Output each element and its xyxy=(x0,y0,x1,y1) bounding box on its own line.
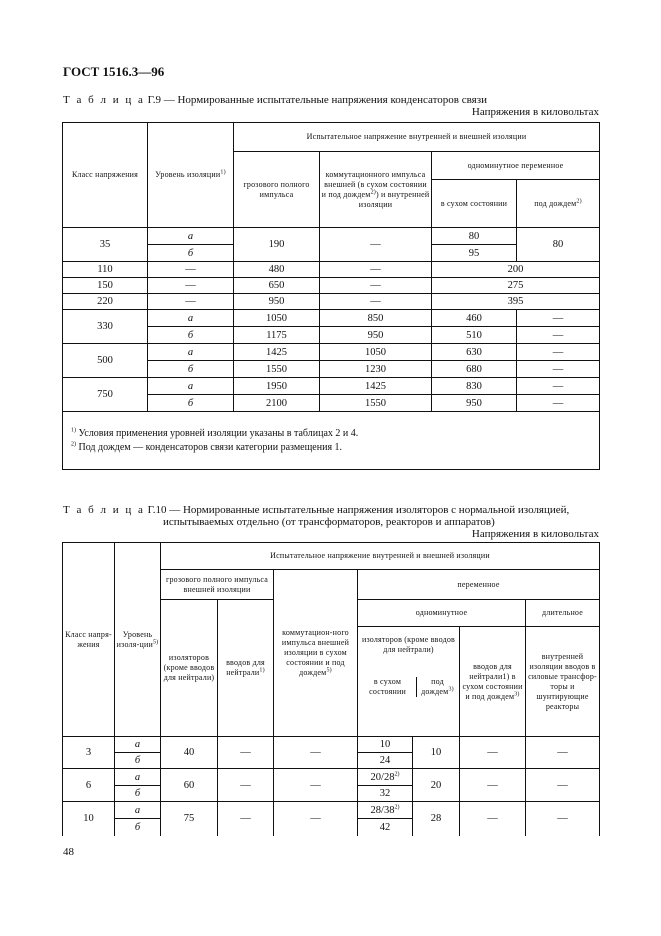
t9-cell: 190 xyxy=(234,228,320,262)
t10-cell: а xyxy=(115,769,161,786)
table-row xyxy=(63,737,600,753)
t9-cell: — xyxy=(517,361,600,378)
t10-cell: — xyxy=(218,737,274,769)
t10-h-ac: переменное xyxy=(358,570,600,600)
table-row xyxy=(63,278,600,294)
t9-cell: 1425 xyxy=(234,344,320,361)
table-row xyxy=(63,344,600,361)
t9-cell: 650 xyxy=(234,278,320,294)
t10-h-ins-excl: изоляторов (кроме вводов для нейтрали) в сухом состоянии под дождем$^{3)}$ xyxy=(358,627,460,737)
t9-cell: — xyxy=(517,310,600,327)
t9-cell: — xyxy=(517,344,600,361)
t9-cell: 1550 xyxy=(320,395,432,412)
t9-cell: — xyxy=(517,395,600,412)
t9-h-test: Испытательное напряжение внутренней и внешней изоляции xyxy=(234,123,600,152)
t9-cell: 1230 xyxy=(320,361,432,378)
t10-cell: — xyxy=(460,737,526,769)
t9-cell: 1175 xyxy=(234,327,320,344)
t10-cell: 3 xyxy=(63,737,115,769)
t9-h-class: Класс напряжения xyxy=(63,123,148,228)
t10-h-longterm: длительное xyxy=(526,600,600,627)
t10-cell: а xyxy=(115,802,161,819)
table9-caption-text: Г.9 — Нормированные испытательные напряжения конденсаторов связи xyxy=(144,94,487,106)
t10-cell: а xyxy=(115,737,161,753)
t9-cell: 1425 xyxy=(320,378,432,395)
t9-cell: б xyxy=(148,245,234,262)
t9-cell: — xyxy=(320,278,432,294)
footnote-2: $^{2)}$ Под дождем — конденсаторов связи категории размещения 1. xyxy=(71,441,343,453)
t9-h-dry: в сухом состоянии xyxy=(432,180,517,228)
document-header: ГОСТ 1516.3—96 xyxy=(63,64,165,79)
t10-cell: б xyxy=(115,819,161,836)
t10-h-level: Уровень изоля-ции$^{5)}$ xyxy=(115,543,161,737)
table10-units: Напряжения в киловольтах xyxy=(471,528,599,540)
t10-h-insulators: изоляторов (кроме вводов для нейтрали) xyxy=(161,600,218,737)
t9-cell: 1950 xyxy=(234,378,320,395)
table-row xyxy=(63,378,600,395)
footnote-1: $^{1)}$ Условия применения уровней изоляции указаны в таблицах 2 и 4. xyxy=(71,427,359,439)
t9-cell: 950 xyxy=(432,395,517,412)
table9-footnotes xyxy=(63,412,600,470)
table-row xyxy=(63,262,600,278)
t10-cell: — xyxy=(526,769,600,802)
t9-cell: — xyxy=(320,262,432,278)
t9-cell: 150 xyxy=(63,278,148,294)
t10-h-rain: под дождем$^{3)}$ xyxy=(421,677,454,696)
t10-cell: — xyxy=(218,802,274,836)
t10-cell: 10 xyxy=(63,802,115,836)
t10-cell: 20/28$^{2)}$ xyxy=(358,769,413,786)
t9-cell: — xyxy=(517,378,600,395)
t9-cell: 830 xyxy=(432,378,517,395)
t9-cell: а xyxy=(148,310,234,327)
t10-cell: 10 xyxy=(358,737,413,753)
table10 xyxy=(62,542,600,836)
t9-cell: 80 xyxy=(432,228,517,245)
t9-cell: — xyxy=(148,262,234,278)
t10-cell: — xyxy=(274,737,358,769)
t10-cell: 60 xyxy=(161,769,218,802)
t10-cell: 28 xyxy=(413,802,460,836)
t9-cell: 950 xyxy=(234,294,320,310)
table10-caption xyxy=(63,504,569,516)
t9-h-lightning: грозового полного импульса xyxy=(234,152,320,228)
t10-cell: 32 xyxy=(358,786,413,802)
t9-cell: 510 xyxy=(432,327,517,344)
table10-label: Т а б л и ц а xyxy=(63,504,145,516)
t9-cell: 395 xyxy=(432,294,600,310)
t10-h-class: Класс напря-жения xyxy=(63,543,115,737)
t9-cell: 480 xyxy=(234,262,320,278)
t10-h-neutral: вводов для нейтрали1) в сухом состоянии и под дождем$^{3)}$ xyxy=(460,627,526,737)
t9-cell: 460 xyxy=(432,310,517,327)
table10-caption-line1: Г.10 — Нормированные испытательные напряжения изоляторов с нормальной изоляцией, xyxy=(144,504,570,516)
t9-cell: 330 xyxy=(63,310,148,344)
table9 xyxy=(62,122,600,470)
t10-cell: 42 xyxy=(358,819,413,836)
t9-cell: — xyxy=(148,294,234,310)
table-row xyxy=(63,228,600,245)
t9-cell: 275 xyxy=(432,278,600,294)
t9-cell: 35 xyxy=(63,228,148,262)
t9-cell: — xyxy=(320,228,432,262)
t10-cell: — xyxy=(460,802,526,836)
t9-cell: 680 xyxy=(432,361,517,378)
t9-cell: а xyxy=(148,228,234,245)
t10-cell: 75 xyxy=(161,802,218,836)
t10-cell: б xyxy=(115,786,161,802)
t10-cell: 24 xyxy=(358,753,413,769)
t9-cell: а xyxy=(148,344,234,361)
t10-h-bushings: вводов для нейтрали$^{1)}$ xyxy=(218,600,274,737)
t10-cell: б xyxy=(115,753,161,769)
t9-cell: 850 xyxy=(320,310,432,327)
table9-units: Напряжения в киловольтах xyxy=(471,106,599,118)
t10-cell: — xyxy=(526,737,600,769)
table-row xyxy=(63,802,600,819)
t9-cell: — xyxy=(320,294,432,310)
t10-cell: — xyxy=(526,802,600,836)
t9-cell: б xyxy=(148,361,234,378)
t9-cell: 80 xyxy=(517,228,600,262)
t10-h-switching: коммутацион-ного импульса внешней изоляции в сухом состоянии и под дождем$^{5)}$ xyxy=(274,570,358,737)
table9-label: Т а б л и ц а xyxy=(63,94,145,106)
t9-h-level: Уровень изоляции$^{1)}$ xyxy=(148,123,234,228)
t9-cell: 1050 xyxy=(234,310,320,327)
t10-cell: — xyxy=(274,802,358,836)
t9-cell: б xyxy=(148,395,234,412)
table-row xyxy=(63,769,600,786)
table9-caption xyxy=(63,94,487,106)
page-number: 48 xyxy=(63,846,74,858)
table-row xyxy=(63,294,600,310)
t10-cell: — xyxy=(274,769,358,802)
table10-caption-line2: испытываемых отдельно (от трансформаторов, реакторов и аппаратов) xyxy=(163,516,495,528)
t9-cell: 2100 xyxy=(234,395,320,412)
t9-cell: а xyxy=(148,378,234,395)
t9-h-ac: одноминутное переменное xyxy=(432,152,600,180)
t10-h-dry: в сухом состоянии xyxy=(359,677,417,697)
table-row xyxy=(63,310,600,327)
t9-cell: 95 xyxy=(432,245,517,262)
t9-cell: 1550 xyxy=(234,361,320,378)
t10-cell: — xyxy=(218,769,274,802)
t10-cell: 40 xyxy=(161,737,218,769)
t10-cell: 28/38$^{2)}$ xyxy=(358,802,413,819)
t9-h-rain: под дождем$^{2)}$ xyxy=(517,180,600,228)
t10-h-oneminute: одноминутное xyxy=(358,600,526,627)
t10-cell: 10 xyxy=(413,737,460,769)
t9-cell: 200 xyxy=(432,262,600,278)
t9-cell: 630 xyxy=(432,344,517,361)
t9-cell: 1050 xyxy=(320,344,432,361)
t10-h-test: Испытательное напряжение внутренней и внешней изоляции xyxy=(161,543,600,570)
t10-h-internal: внутренней изоляции вводов в силовые трансфор-торы и шунтирующие реакторы xyxy=(526,627,600,737)
t9-cell: 110 xyxy=(63,262,148,278)
t10-cell: — xyxy=(460,769,526,802)
t9-cell: 500 xyxy=(63,344,148,378)
t9-cell: б xyxy=(148,327,234,344)
t10-h-lightning: грозового полного импульса внешней изоляции xyxy=(161,570,274,600)
t9-cell: — xyxy=(148,278,234,294)
t10-cell: 6 xyxy=(63,769,115,802)
t9-cell: 750 xyxy=(63,378,148,412)
t10-cell: 20 xyxy=(413,769,460,802)
t9-cell: — xyxy=(517,327,600,344)
t9-cell: 220 xyxy=(63,294,148,310)
t9-cell: 950 xyxy=(320,327,432,344)
t9-h-switching: коммутационного импульса внешней (в сухом состоянии и под дождем$^{2)}$) и внутренней изоляции xyxy=(320,152,432,228)
